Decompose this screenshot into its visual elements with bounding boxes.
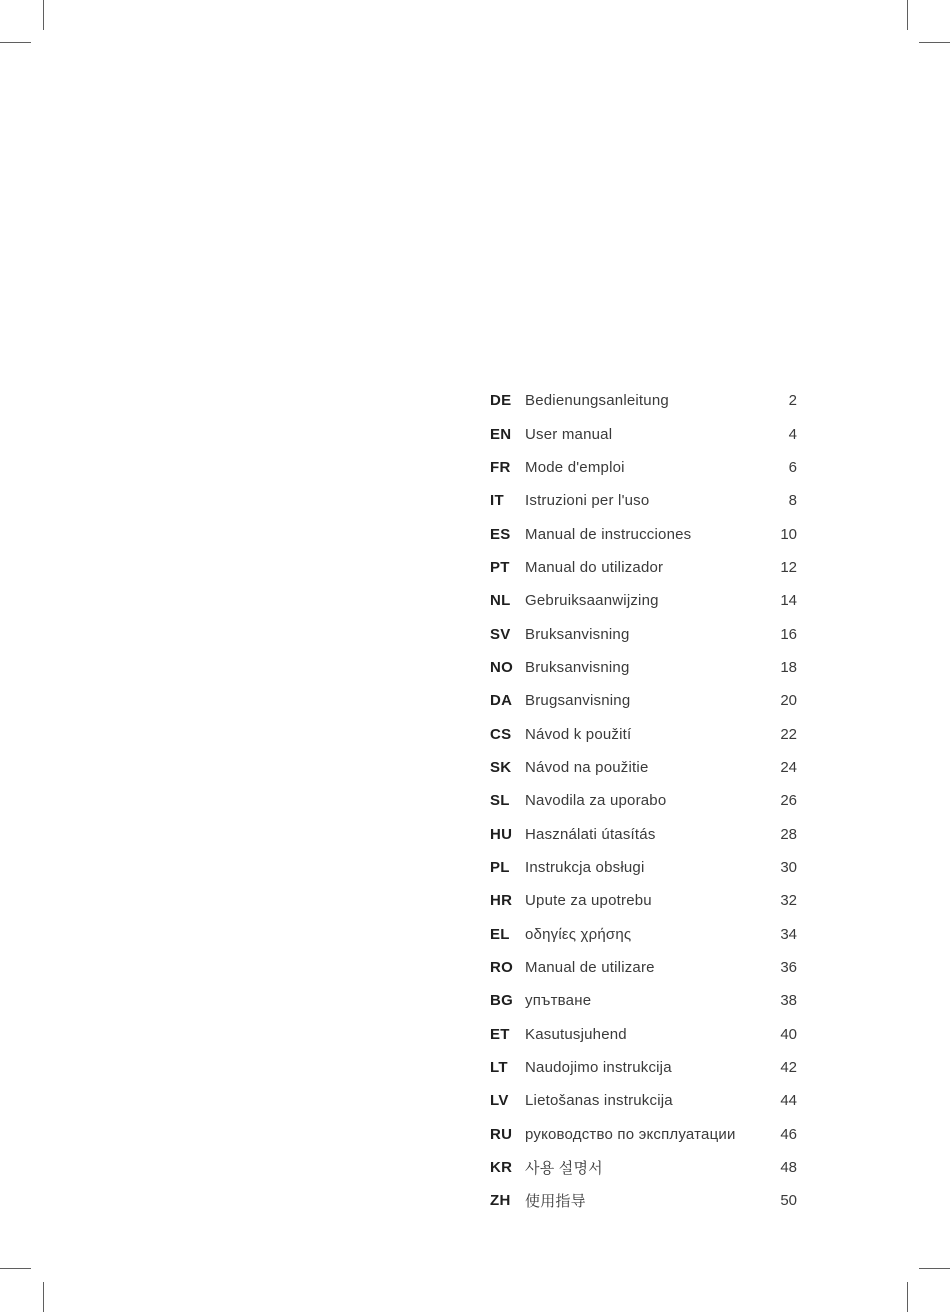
language-code: HU <box>490 825 513 843</box>
page-number: 46 <box>780 1125 797 1143</box>
toc-row <box>490 817 797 850</box>
toc-row <box>490 884 797 917</box>
entry-title: Návod na použitie <box>525 758 649 776</box>
entry-title: Instrukcja obsługi <box>525 858 645 876</box>
entry-title: упътване <box>525 992 592 1010</box>
page-number: 40 <box>780 1025 797 1043</box>
language-code: EN <box>490 425 512 443</box>
toc-list <box>490 384 797 1218</box>
language-code: KR <box>490 1159 513 1177</box>
language-code: PT <box>490 558 510 576</box>
crop-mark-top-right-horizontal <box>919 42 950 43</box>
page-number: 8 <box>788 492 797 510</box>
toc-row <box>490 551 797 584</box>
toc-row <box>490 1184 797 1217</box>
entry-title: Návod k použití <box>525 725 632 743</box>
language-code: NO <box>490 658 514 676</box>
page-number: 24 <box>780 758 797 776</box>
page-number: 42 <box>780 1059 797 1077</box>
language-code: SK <box>490 758 512 776</box>
page-number: 38 <box>780 992 797 1010</box>
entry-title: Navodila za uporabo <box>525 792 667 810</box>
language-code: HR <box>490 892 513 910</box>
page-number: 2 <box>788 392 797 410</box>
entry-title: 使用指导 <box>525 1193 586 1211</box>
toc-row <box>490 484 797 517</box>
language-code: IT <box>490 492 504 510</box>
entry-title: Kasutusjuhend <box>525 1025 627 1043</box>
crop-mark-top-left-horizontal <box>0 42 31 43</box>
toc-row <box>490 1151 797 1184</box>
toc-row <box>490 1084 797 1117</box>
toc-row <box>490 1051 797 1084</box>
entry-title: Upute za upotrebu <box>525 892 652 910</box>
page-number: 30 <box>780 858 797 876</box>
entry-title: Bruksanvisning <box>525 625 630 643</box>
entry-title: Gebruiksaanwijzing <box>525 592 659 610</box>
language-code: ZH <box>490 1192 511 1210</box>
language-code: DA <box>490 692 513 710</box>
crop-mark-bottom-left-vertical <box>43 1282 44 1312</box>
language-code: LT <box>490 1059 508 1077</box>
page-number: 22 <box>780 725 797 743</box>
entry-title: Naudojimo instrukcija <box>525 1059 672 1077</box>
language-code: DE <box>490 392 512 410</box>
entry-title: Istruzioni per l'uso <box>525 492 650 510</box>
entry-title: Használati útasítás <box>525 825 656 843</box>
toc-row <box>490 617 797 650</box>
toc-row <box>490 851 797 884</box>
crop-mark-bottom-right-vertical <box>907 1282 908 1312</box>
page-number: 32 <box>780 892 797 910</box>
language-code: ET <box>490 1025 510 1043</box>
page-number: 20 <box>780 692 797 710</box>
entry-title: Bruksanvisning <box>525 658 630 676</box>
toc-row <box>490 651 797 684</box>
language-code: RU <box>490 1125 513 1143</box>
page-number: 34 <box>780 925 797 943</box>
language-code: SL <box>490 792 510 810</box>
toc-row <box>490 451 797 484</box>
toc-row <box>490 984 797 1017</box>
crop-mark-bottom-right-horizontal <box>919 1268 950 1269</box>
page-number: 18 <box>780 658 797 676</box>
language-code: FR <box>490 458 511 476</box>
language-code: RO <box>490 959 514 977</box>
toc-row <box>490 417 797 450</box>
page-number: 50 <box>780 1192 797 1210</box>
entry-title: Bedienungsanleitung <box>525 392 669 410</box>
page-number: 16 <box>780 625 797 643</box>
entry-title: Lietošanas instrukcija <box>525 1092 673 1110</box>
toc-row <box>490 1018 797 1051</box>
toc-row <box>490 1118 797 1151</box>
language-code: CS <box>490 725 512 743</box>
entry-title: User manual <box>525 425 613 443</box>
page-number: 44 <box>780 1092 797 1110</box>
page-number: 26 <box>780 792 797 810</box>
language-code: EL <box>490 925 510 943</box>
toc-row <box>490 717 797 750</box>
toc-row <box>490 517 797 550</box>
language-code: PL <box>490 858 510 876</box>
crop-mark-bottom-left-horizontal <box>0 1268 31 1269</box>
toc-row <box>490 684 797 717</box>
language-code: ES <box>490 525 511 543</box>
entry-title: Mode d'emploi <box>525 458 625 476</box>
toc-row <box>490 951 797 984</box>
page-number: 28 <box>780 825 797 843</box>
entry-title: 사용 설명서 <box>525 1160 603 1178</box>
toc-row <box>490 751 797 784</box>
page-number: 12 <box>780 558 797 576</box>
entry-title: Manual do utilizador <box>525 558 664 576</box>
toc-row <box>490 384 797 417</box>
entry-title: руководство по эксплуатации <box>525 1125 736 1143</box>
page-number: 6 <box>788 458 797 476</box>
page-number: 48 <box>780 1159 797 1177</box>
toc-row <box>490 584 797 617</box>
toc-row <box>490 784 797 817</box>
page-number: 4 <box>788 425 797 443</box>
crop-mark-top-right-vertical <box>907 0 908 30</box>
entry-title: Manual de utilizare <box>525 959 655 977</box>
page-number: 36 <box>780 959 797 977</box>
entry-title: οδηγίες χρήσης <box>525 925 632 943</box>
entry-title: Brugsanvisning <box>525 692 631 710</box>
entry-title: Manual de instrucciones <box>525 525 692 543</box>
language-code: BG <box>490 992 514 1010</box>
page-number: 14 <box>780 592 797 610</box>
toc-row <box>490 918 797 951</box>
language-code: LV <box>490 1092 509 1110</box>
language-code: SV <box>490 625 511 643</box>
language-code: NL <box>490 592 511 610</box>
page-number: 10 <box>780 525 797 543</box>
crop-mark-top-left-vertical <box>43 0 44 30</box>
